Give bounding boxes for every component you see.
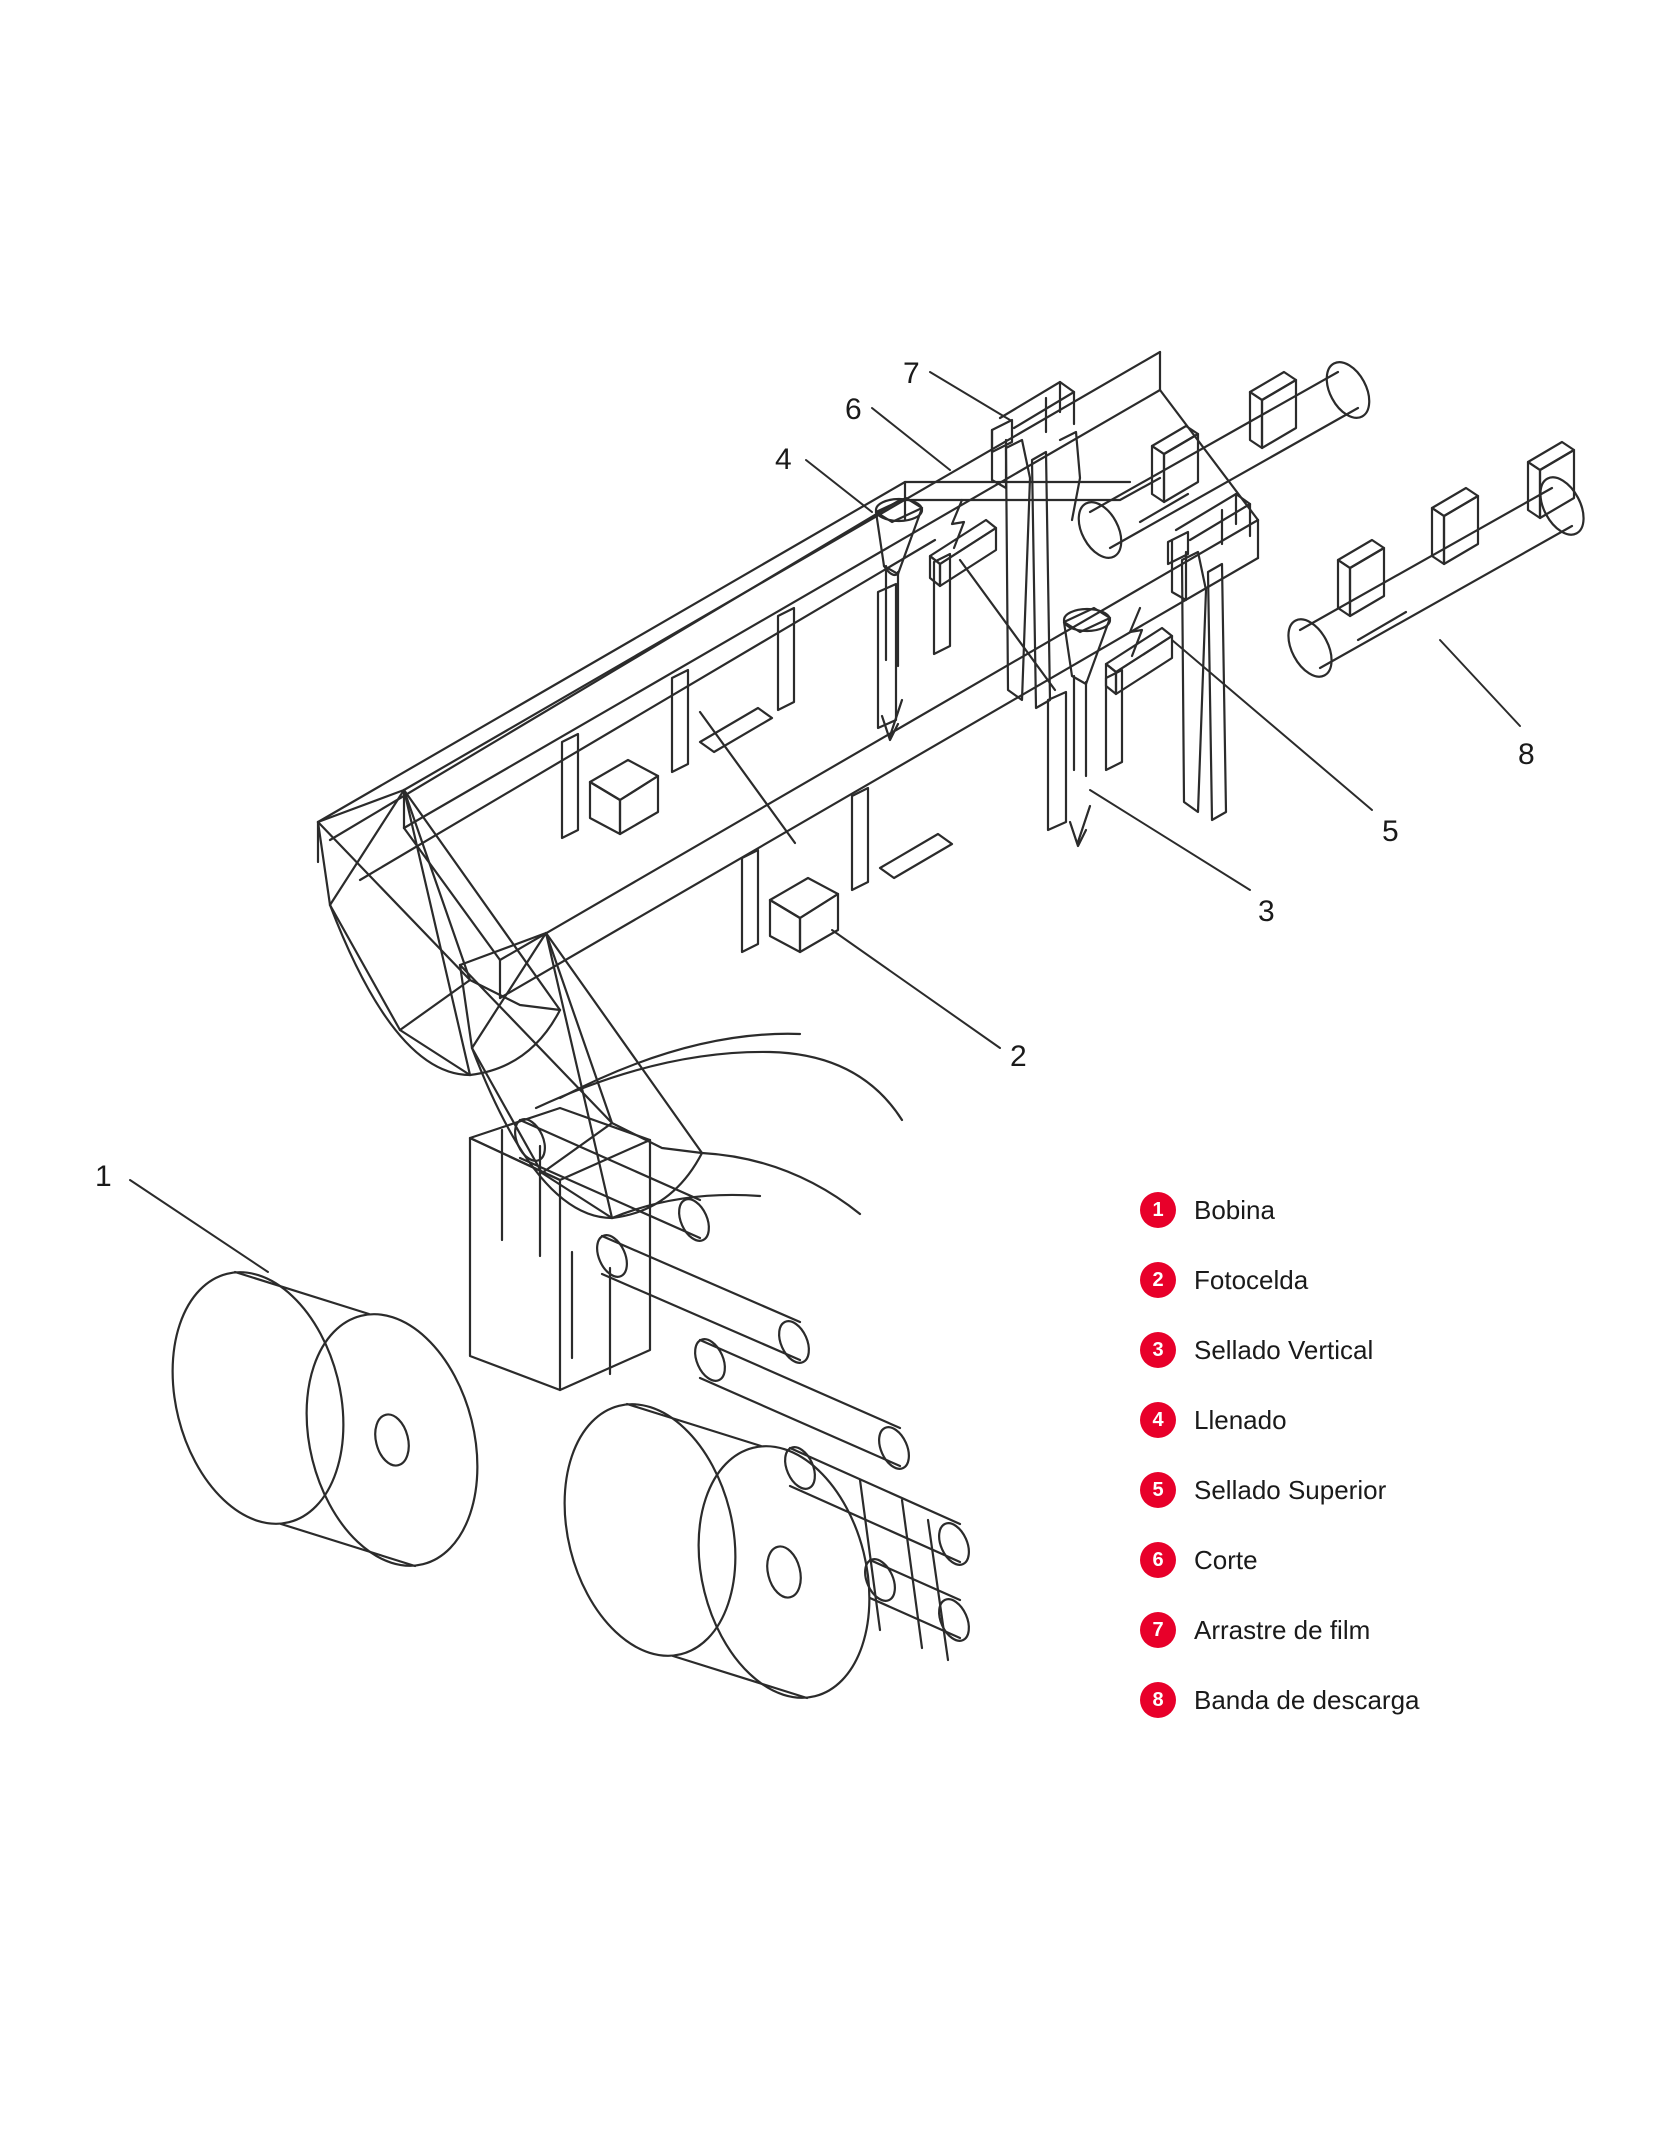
legend-badge-5: 5 (1140, 1472, 1176, 1508)
callout-number-4: 4 (775, 443, 792, 476)
legend-label-8: Banda de descarga (1194, 1684, 1420, 1715)
legend-label-6: Corte (1194, 1544, 1258, 1575)
legend-item-banda-de-descarga (1140, 1665, 1610, 1735)
legend-badge-4: 4 (1140, 1402, 1176, 1438)
legend-label-4: Llenado (1194, 1404, 1287, 1435)
callout-number-7: 7 (903, 357, 920, 390)
callout-number-8: 8 (1518, 738, 1535, 771)
legend-label-3: Sellado Vertical (1194, 1334, 1374, 1365)
legend-badge-1: 1 (1140, 1192, 1176, 1228)
legend (1140, 1175, 1610, 1735)
legend-label-1: Bobina (1194, 1194, 1275, 1225)
legend-badge-6: 6 (1140, 1542, 1176, 1578)
legend-item-sellado-vertical (1140, 1315, 1610, 1385)
legend-item-arrastre-de-film (1140, 1595, 1610, 1665)
legend-label-2: Fotocelda (1194, 1264, 1309, 1295)
legend-item-sellado-superior (1140, 1455, 1610, 1525)
callout-number-5: 5 (1382, 815, 1399, 848)
legend-item-llenado (1140, 1385, 1610, 1455)
legend-badge-3: 3 (1140, 1332, 1176, 1368)
legend-label-7: Arrastre de film (1194, 1614, 1371, 1645)
legend-badge-7: 7 (1140, 1612, 1176, 1648)
legend-label-5: Sellado Superior (1194, 1474, 1387, 1505)
legend-item-bobina (1140, 1175, 1610, 1245)
callout-number-3: 3 (1258, 895, 1275, 928)
legend-badge-8: 8 (1140, 1682, 1176, 1718)
callout-number-6: 6 (845, 393, 862, 426)
legend-item-corte (1140, 1525, 1610, 1595)
callout-number-1: 1 (95, 1160, 112, 1193)
legend-badge-2: 2 (1140, 1262, 1176, 1298)
callout-number-2: 2 (1010, 1040, 1027, 1073)
legend-item-fotocelda (1140, 1245, 1610, 1315)
